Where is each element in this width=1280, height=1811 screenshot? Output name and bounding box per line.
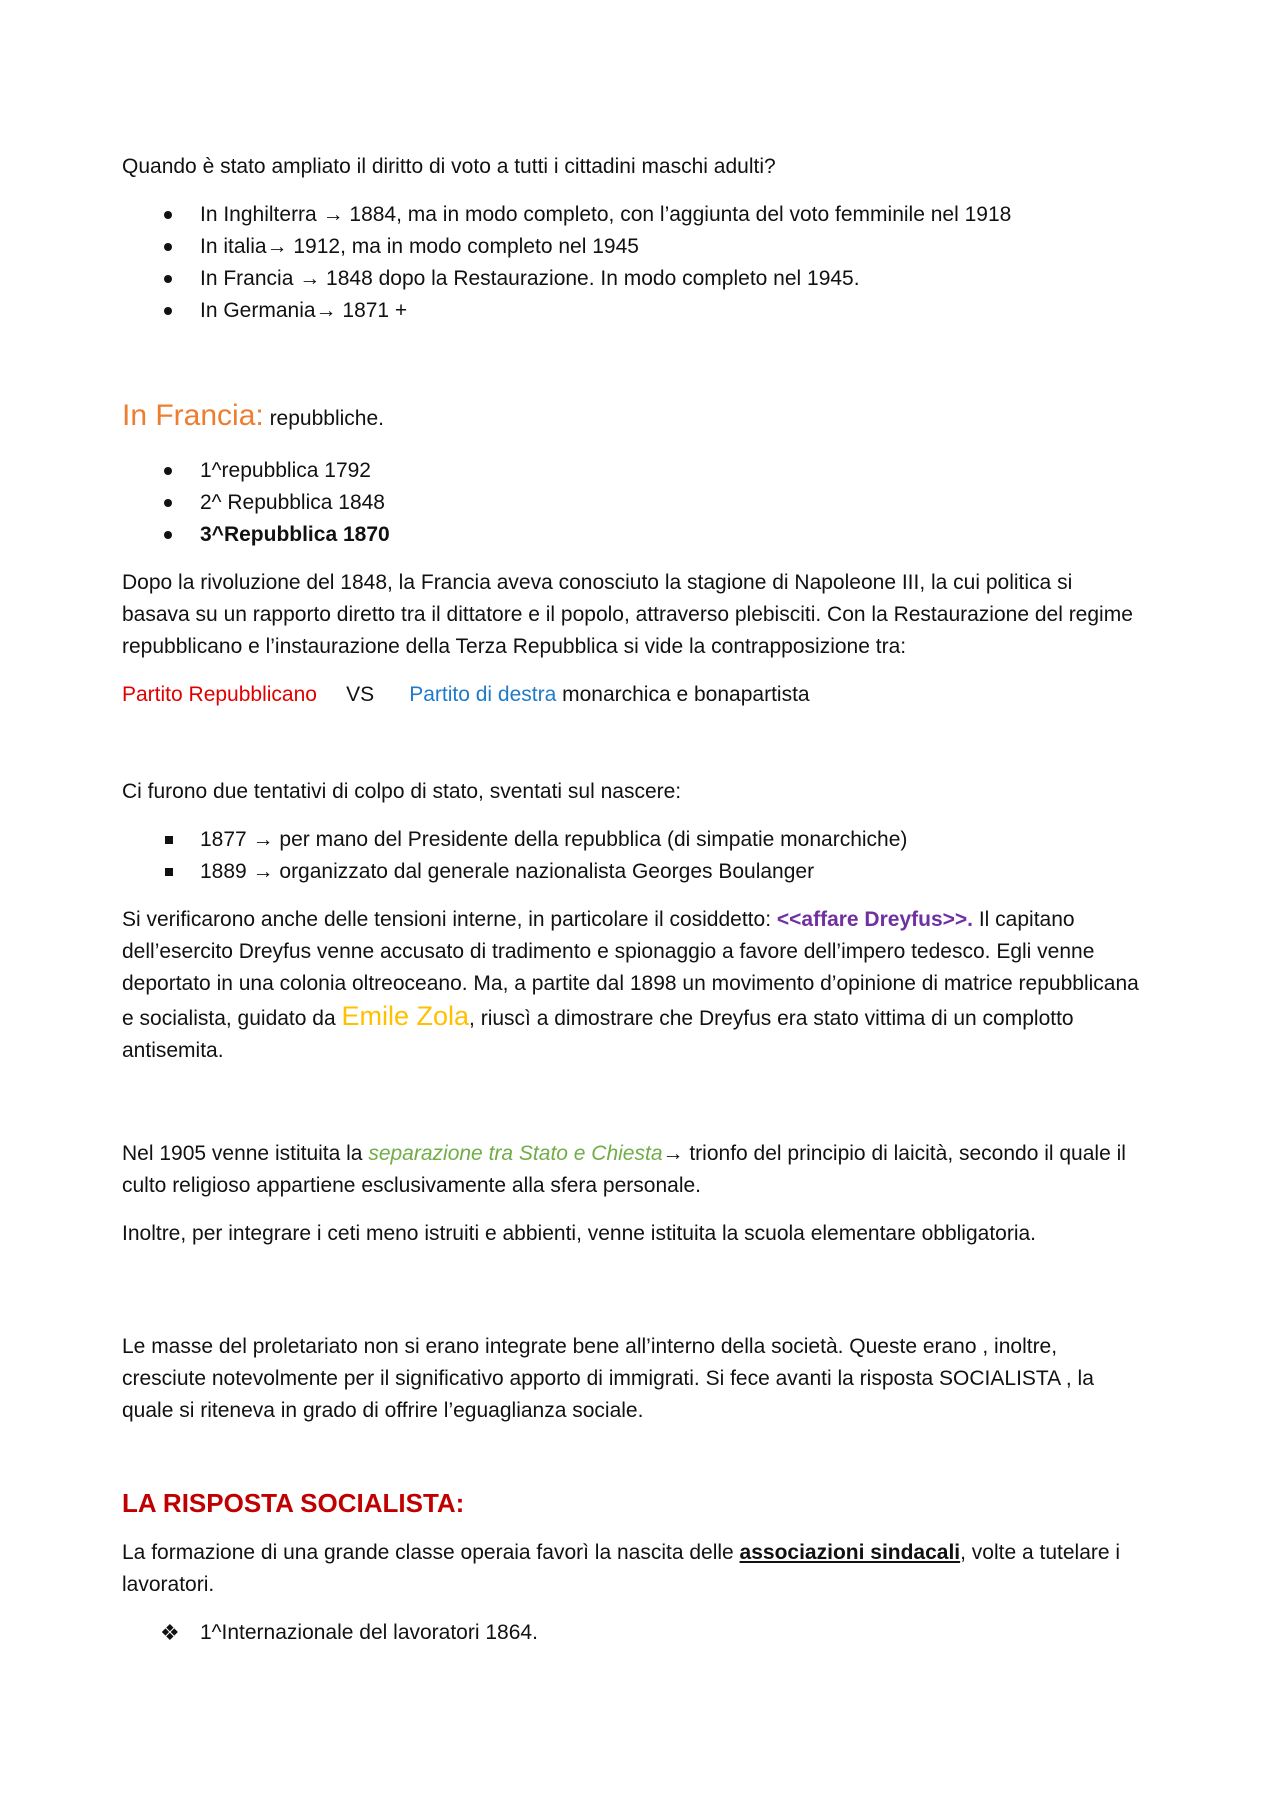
vote-item-germany: In Germania→ 1871 + [200, 299, 408, 322]
round-bullet-icon [162, 231, 180, 263]
republic-item: 1^repubblica 1792 [200, 459, 371, 482]
paragraph-1848: Dopo la rivoluzione del 1848, la Francia aveva conosciuto la stagione di Napoleone III, la cui politica si basava su un rapporto diretto tra il dittatore e il popolo, attraverso plebisciti. Con la Restaurazione del regime repubblicano e l’instaurazione della Terza Repubblica si vide la contrapposizione tra: [122, 571, 1133, 658]
international-item: 1^Internazionale del lavoratori 1864. [200, 1621, 538, 1644]
vote-item-italy: In italia→ 1912, ma in modo completo nel 1945 [200, 235, 639, 258]
coup-intro: Ci furono due tentativi di colpo di stato, sventati sul nascere: [122, 780, 682, 803]
socialist-heading: LA RISPOSTA SOCIALISTA: [122, 1488, 465, 1518]
separation-text: Nel 1905 venne istituita la [122, 1142, 369, 1165]
coup-item-1877: 1877 → per mano del Presidente della repubblica (di simpatie monarchiche) [200, 828, 908, 851]
republican-party: Partito Repubblicano [122, 683, 317, 706]
vote-item-england: In Inghilterra → 1884, ma in modo completo, con l’aggiunta del voto femminile nel 1918 [200, 203, 1012, 226]
francia-heading: In Francia: [122, 399, 264, 432]
republic-item-third: 3^Repubblica 1870 [200, 523, 390, 546]
school-paragraph: Inoltre, per integrare i ceti meno istruiti e abbienti, venne istituita la scuola elementare obbligatoria. [122, 1222, 1037, 1245]
dreyfus-affair: <<affare Dreyfus>>. [776, 908, 973, 931]
parties-line [122, 679, 1142, 711]
coup-item-1889: 1889 → organizzato dal generale nazionalista Georges Boulanger [200, 860, 815, 883]
round-bullet-icon [162, 455, 180, 487]
francia-subheading: repubbliche. [263, 407, 384, 430]
unions-highlight: associazioni sindacali [739, 1541, 961, 1564]
round-bullet-icon [162, 487, 180, 519]
round-bullet-icon [162, 519, 180, 551]
round-bullet-icon [162, 263, 180, 295]
vote-item-france: In Francia → 1848 dopo la Restaurazione. In modo completo nel 1945. [200, 267, 860, 290]
francia-heading-line [122, 396, 1142, 439]
separation-text: → trionfo del principio di laicità, secondo il quale il culto religioso appartiene esclusivamente alla sfera personale. [122, 1142, 1126, 1197]
unions-paragraph [122, 1537, 1142, 1601]
square-bullet-icon [162, 856, 180, 888]
square-bullet-icon [162, 824, 180, 856]
unions-text: La formazione di una grande classe operaia favorì la nascita delle [122, 1541, 740, 1564]
dreyfus-text: Il capitano dell’esercito Dreyfus venne accusato di tradimento e spionaggio a favore dell’impero tedesco. Egli venne deportato in una colonia oltreoceano. Ma, a partite dal 1898 un movimento d’opinione di matrice repubblicana e socialista, guidato da [122, 908, 1139, 1030]
vote-question: Quando è stato ampliato il diritto di voto a tutti i cittadini maschi adulti? [122, 155, 776, 178]
four-diamond-bullet-icon: ❖ [160, 1620, 180, 1645]
right-party-description: monarchica e bonapartista [556, 683, 810, 706]
right-party: Partito di destra [409, 683, 557, 706]
versus-label: VS [346, 683, 375, 706]
dreyfus-text: , riuscì a dimostrare che Dreyfus era stato vittima di un complotto antisemita. [122, 1007, 1074, 1062]
separation-highlight: separazione tra Stato e Chiesta [368, 1142, 663, 1165]
round-bullet-icon [162, 295, 180, 327]
round-bullet-icon [162, 199, 180, 231]
dreyfus-text: Si verificarono anche delle tensioni interne, in particolare il cosiddetto: [122, 908, 777, 931]
masses-paragraph: Le masse del proletariato non si erano integrate bene all’interno della società. Queste erano , inoltre, cresciute notevolmente per il significativo apporto di immigrati. Si fece avanti la risposta SOCIALISTA , la quale si riteneva in grado di offrire l’eguaglianza sociale. [122, 1335, 1094, 1422]
unions-text: , volte a tutelare i lavoratori. [122, 1541, 1121, 1596]
separation-paragraph [122, 1138, 1142, 1202]
emile-zola: Emile Zola [341, 1001, 470, 1031]
dreyfus-paragraph [122, 904, 1142, 1067]
republic-item: 2^ Repubblica 1848 [200, 491, 385, 514]
